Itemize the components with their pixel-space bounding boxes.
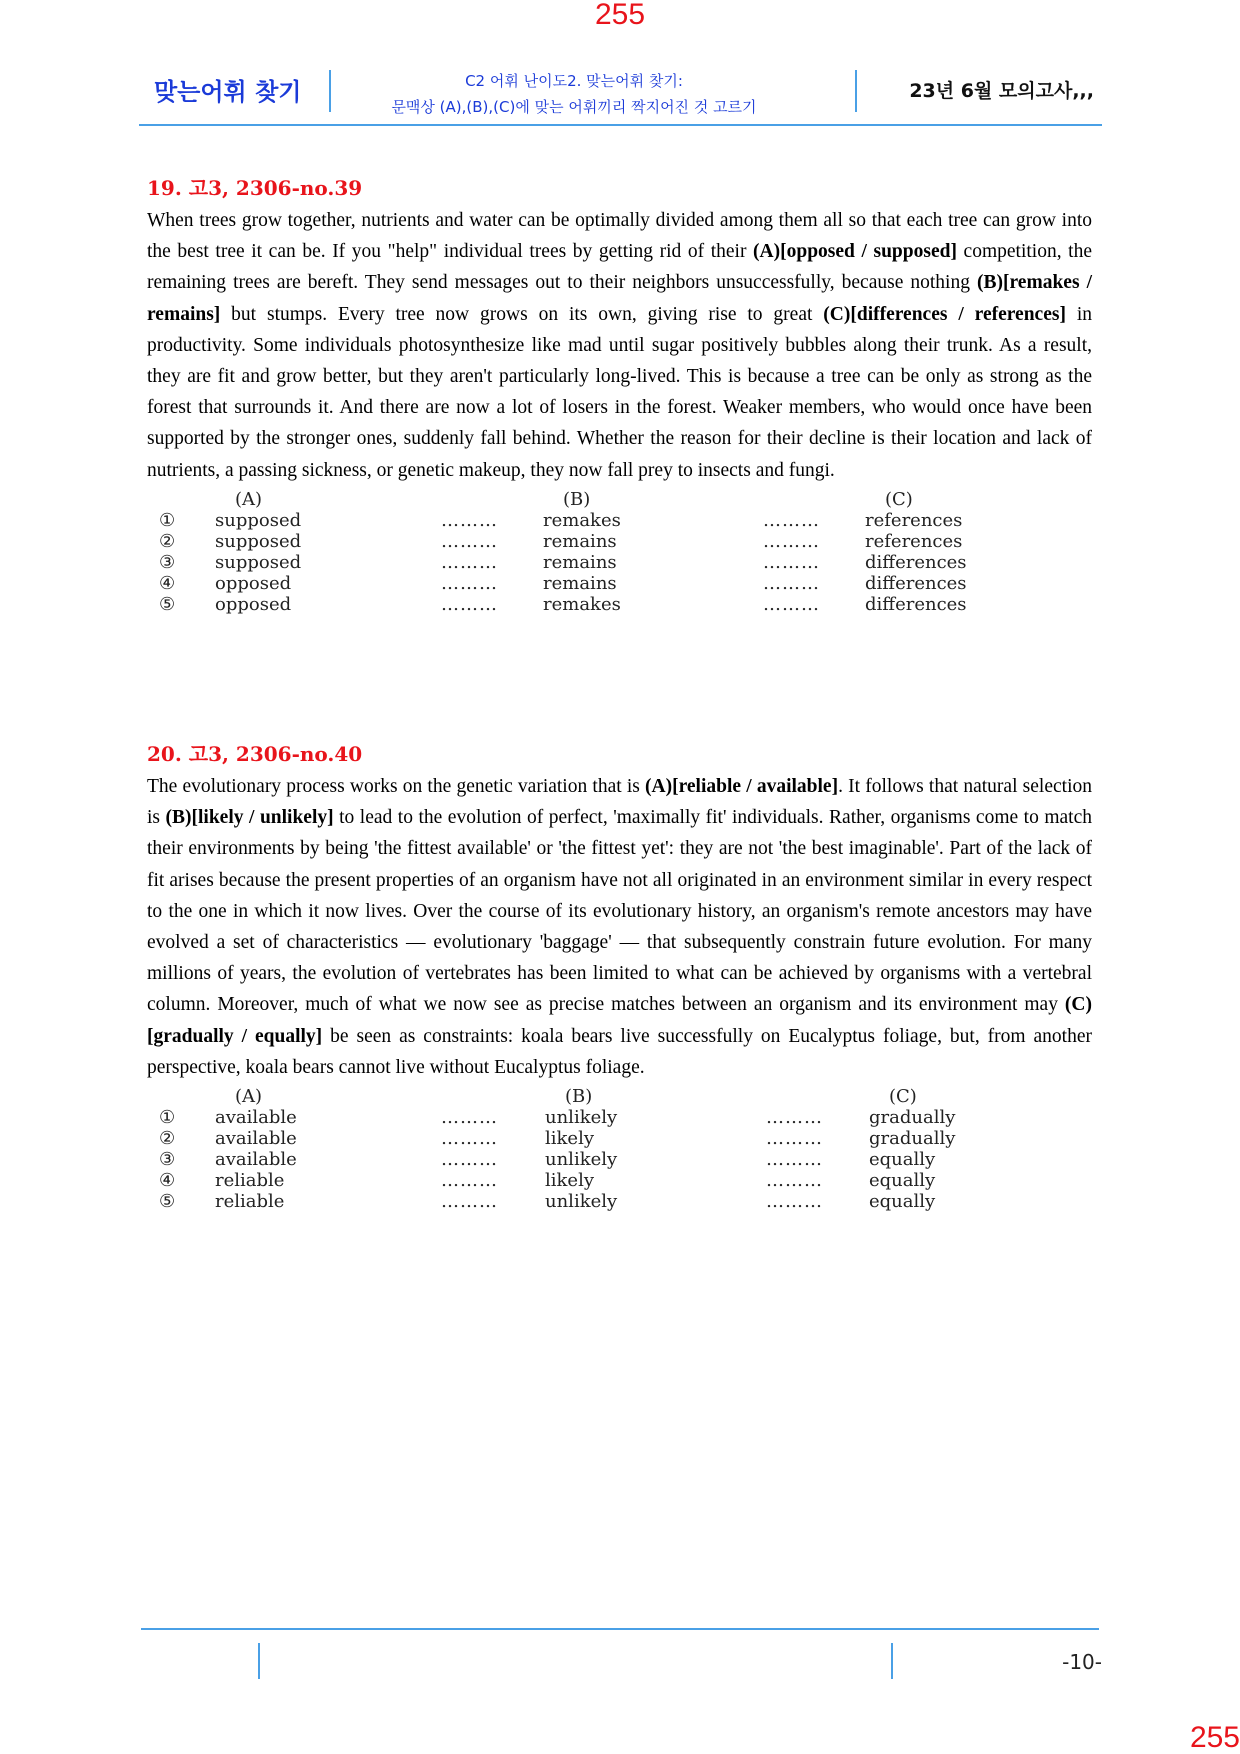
answer-choices [147, 1086, 1092, 1212]
blank-b: (B)[likely / unlikely] [165, 807, 334, 829]
choices-header: (A) (B) (C) [235, 1086, 917, 1108]
page-number-top: 255 [594, 0, 646, 31]
choice-option-2[interactable]: ② supposed ……… remains ……… references [159, 530, 963, 552]
blank-b: (B)[remakes / remains] [147, 272, 1092, 325]
choice-option-2[interactable]: ② available ……… likely ……… gradually [159, 1128, 956, 1150]
footer-page-label: -10- [1062, 1650, 1102, 1674]
blank-a: (A)[reliable / available] [645, 776, 839, 797]
blank-a: (A)[opposed / supposed] [753, 241, 957, 263]
choice-option-3[interactable]: ③ supposed ……… remains ……… differences [159, 551, 967, 573]
choice-option-1[interactable]: ① available ……… unlikely ……… gradually [159, 1107, 956, 1129]
choices-header: (A) (B) (C) [235, 488, 913, 510]
choice-option-4[interactable]: ④ opposed ……… remains ……… differences [159, 572, 967, 594]
question-passage: When trees grow together, nutrients and water can be optimally divided among them all so that each tree can grow into the best tree it can be. If you "help" individual trees by getting rid of their (A)[opposed / supposed] competition, the remaining trees are bereft. They send messages out to their neighbors unsuccessfully, because nothing (B)[remakes / remains] but stumps. Every tree now grows on its own, giving rise to great (C)[differences / references] in productivity. Some individuals photosynthesize like mad until sugar positively bubbles along their trunk. As a result, they are fit and grow better, but they aren't particularly long-lived. This is because a tree can be only as strong as the forest that surrounds it. And there are now a lot of losers in the forest. Weaker members, who would once have been supported by the stronger ones, suddenly fall behind. Whether the reason for their decline is their location and lack of nutrients, a passing sickness, or genetic makeup, they now fall prey to insects and fungi. [147, 210, 1093, 481]
choice-option-5[interactable]: ⑤ reliable ……… unlikely ……… equally [159, 1191, 936, 1213]
blank-c: (C)[differences / references] [823, 303, 1066, 325]
question-passage: The evolutionary process works on the genetic variation that is (A)[reliable / available]. It follows that natural selection is (B)[likely / unlikely] to lead to the evolution of perfect, 'maximally fit' individuals. Rather, organisms come to match their environments by being 'the fittest available' or 'the fittest yet': they are not 'the best imaginable'. Part of the lack of fit arises because the present properties of an organism have not all originated in an environment similar in every respect to the one in which it now lives. Over the course of its evolutionary history, an organism's remote ancestors may have evolved a set of characteristics ― evolutionary 'baggage' ― that subsequently constrain future evolution. For many millions of years, the evolution of vertebrates has been limited to what can be achieved by organisms with a vertebral column. Moreover, much of what we now see as precise matches between an organism and its environment may (C)[gradually / equally] be seen as constraints: koala bears live successfully on Eucalyptus foliage, but, from another perspective, koala bears cannot live without Eucalyptus foliage. [147, 776, 1092, 1078]
choice-option-5[interactable]: ⑤ opposed ……… remakes ……… differences [159, 593, 967, 615]
choice-option-1[interactable]: ① supposed ……… remakes ……… references [159, 509, 963, 531]
header-center-line1: C2 어휘 난이도2. 맞는어휘 찾기: [465, 72, 683, 90]
header-center [339, 68, 809, 120]
answer-choices [147, 489, 1092, 615]
choice-option-3[interactable]: ③ available ……… unlikely ……… equally [159, 1149, 936, 1171]
question-title: 19. 고3, 2306-no.39 [147, 176, 363, 200]
header-divider-left [329, 70, 331, 112]
question-20 [147, 739, 1092, 1212]
header-divider-right [855, 70, 857, 112]
blank-c: (C)[gradually / equally] [147, 994, 1092, 1047]
header-right-title: 23년 6월 모의고사,,, [909, 80, 1094, 102]
question-title: 20. 고3, 2306-no.40 [147, 742, 363, 766]
footer-divider-right [891, 1643, 893, 1679]
footer-divider-left [258, 1643, 260, 1679]
header-left-title: 맞는어휘 찾기 [154, 78, 302, 106]
question-19 [147, 173, 1092, 615]
page-header [139, 64, 1102, 126]
header-center-line2: 문맥상 (A),(B),(C)에 맞는 어휘끼리 짝지어진 것 고르기 [391, 98, 757, 116]
page-number-bottom: 255 [1189, 1721, 1240, 1754]
choice-option-4[interactable]: ④ reliable ……… likely ……… equally [159, 1170, 936, 1192]
footer-rule [141, 1628, 1099, 1630]
